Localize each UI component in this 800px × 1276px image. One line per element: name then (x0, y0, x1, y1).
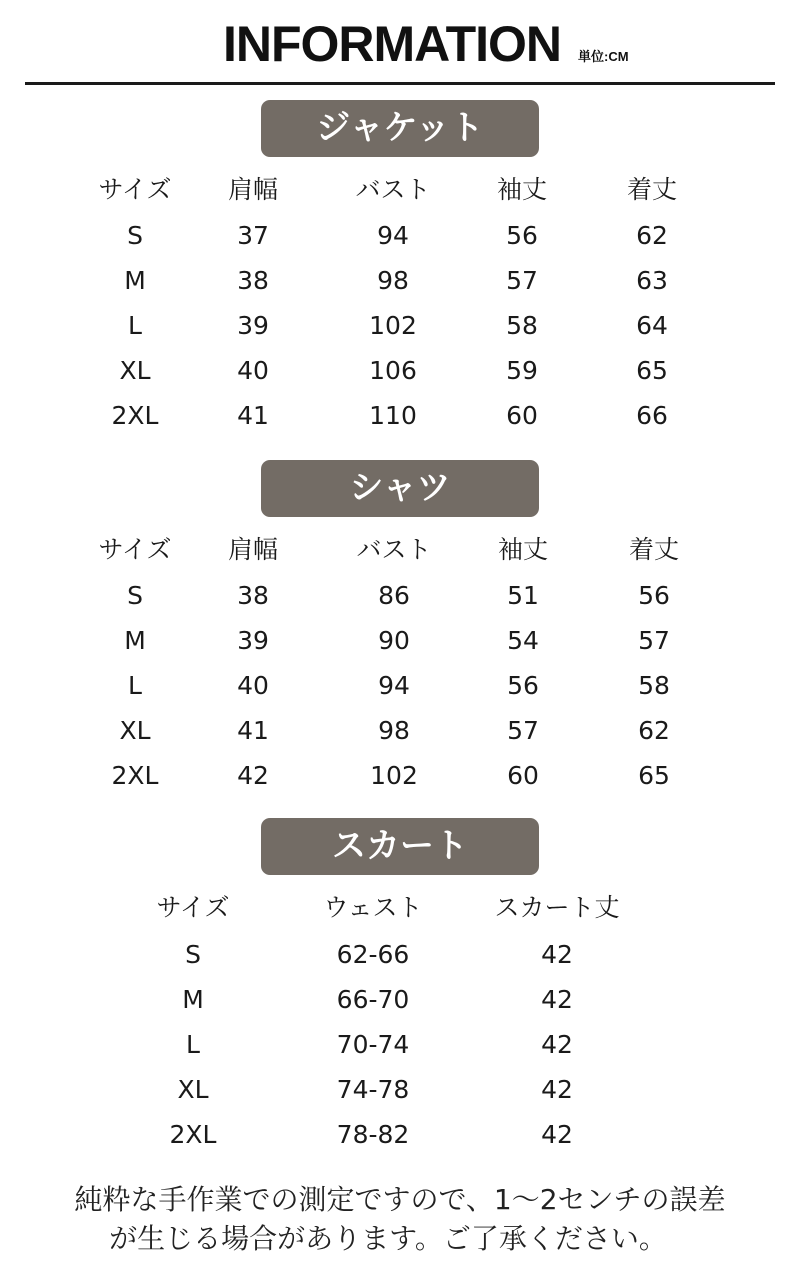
shirt-table-cell: 39 (237, 626, 269, 655)
shirt-size-label: L (128, 671, 142, 700)
shirt-table-cell: 54 (507, 626, 539, 655)
footnote-line-1: 純粋な手作業での測定ですので、1～2センチの誤差 (74, 1183, 726, 1216)
skirt-size-label: M (182, 985, 204, 1014)
skirt-table-cell: 78-82 (336, 1120, 410, 1149)
jacket-table-cell: 63 (636, 266, 668, 295)
skirt-section-banner: スカート (261, 818, 539, 875)
jacket-table-cell: 94 (377, 221, 409, 250)
jacket-table-cell: 66 (636, 401, 668, 430)
shirt-table-cell: 40 (237, 671, 269, 700)
shirt-table-cell: 98 (378, 716, 410, 745)
shirt-size-label: 2XL (111, 761, 159, 790)
shirt-table-cell: 60 (507, 761, 539, 790)
jacket-table-cell: 65 (636, 356, 668, 385)
jacket-table-cell: 62 (636, 221, 668, 250)
unit-label: 単位:CM (578, 49, 629, 64)
shirt-column-header: サイズ (98, 535, 172, 564)
skirt-table-cell: 66-70 (336, 985, 410, 1014)
shirt-column-header: バスト (356, 535, 432, 564)
jacket-section-banner: ジャケット (261, 100, 539, 157)
title-divider (25, 82, 775, 85)
jacket-column-header: 袖丈 (496, 175, 548, 204)
jacket-table-cell: 37 (237, 221, 269, 250)
skirt-table-cell: 42 (541, 1075, 573, 1104)
jacket-column-header: 着丈 (626, 175, 678, 204)
shirt-table-cell: 57 (507, 716, 539, 745)
shirt-column-header: 着丈 (628, 535, 680, 564)
shirt-table-cell: 86 (378, 581, 410, 610)
jacket-table-cell: 106 (369, 356, 417, 385)
skirt-size-label: L (186, 1030, 200, 1059)
skirt-column-header: スカート丈 (494, 893, 620, 922)
shirt-table-cell: 41 (237, 716, 269, 745)
jacket-table-cell: 57 (506, 266, 538, 295)
shirt-table-cell: 102 (370, 761, 418, 790)
jacket-column-header: バスト (355, 175, 431, 204)
shirt-table-cell: 65 (638, 761, 670, 790)
shirt-table-cell: 56 (507, 671, 539, 700)
jacket-table-cell: 98 (377, 266, 409, 295)
jacket-table-cell: 102 (369, 311, 417, 340)
skirt-size-label: XL (177, 1075, 209, 1104)
jacket-size-label: XL (119, 356, 151, 385)
jacket-table-cell: 64 (636, 311, 668, 340)
skirt-table-cell: 74-78 (336, 1075, 410, 1104)
page-title: INFORMATION (222, 16, 562, 72)
shirt-size-label: XL (119, 716, 151, 745)
jacket-size-label: S (127, 221, 143, 250)
skirt-size-label: 2XL (169, 1120, 217, 1149)
jacket-table-cell: 38 (237, 266, 269, 295)
skirt-size-label: S (185, 940, 201, 969)
shirt-table-cell: 62 (638, 716, 670, 745)
shirt-table-cell: 56 (638, 581, 670, 610)
shirt-size-label: S (127, 581, 143, 610)
skirt-table-cell: 42 (541, 1030, 573, 1059)
skirt-table-cell: 42 (541, 1120, 573, 1149)
skirt-table-cell: 42 (541, 940, 573, 969)
skirt-table-cell: 42 (541, 985, 573, 1014)
skirt-table-cell: 70-74 (336, 1030, 410, 1059)
jacket-table-cell: 58 (506, 311, 538, 340)
shirt-table-cell: 38 (237, 581, 269, 610)
jacket-table-cell: 41 (237, 401, 269, 430)
shirt-table-cell: 94 (378, 671, 410, 700)
jacket-table-cell: 110 (369, 401, 417, 430)
shirt-table-cell: 90 (378, 626, 410, 655)
shirt-table-cell: 42 (237, 761, 269, 790)
jacket-table-cell: 40 (237, 356, 269, 385)
skirt-column-header: サイズ (156, 893, 230, 922)
jacket-table-cell: 56 (506, 221, 538, 250)
shirt-column-header: 肩幅 (227, 535, 279, 564)
skirt-table-cell: 62-66 (336, 940, 410, 969)
shirt-section-banner: シャツ (261, 460, 539, 517)
shirt-table-cell: 58 (638, 671, 670, 700)
jacket-column-header: 肩幅 (227, 175, 279, 204)
jacket-size-label: 2XL (111, 401, 159, 430)
shirt-table-cell: 51 (507, 581, 539, 610)
shirt-column-header: 袖丈 (497, 535, 549, 564)
jacket-column-header: サイズ (98, 175, 172, 204)
jacket-size-label: M (124, 266, 146, 295)
footnote-line-2: が生じる場合があります。ご了承ください。 (109, 1222, 667, 1255)
skirt-column-header: ウェスト (323, 893, 423, 922)
jacket-table-cell: 59 (506, 356, 538, 385)
jacket-table-cell: 60 (506, 401, 538, 430)
jacket-size-label: L (128, 311, 142, 340)
jacket-table-cell: 39 (237, 311, 269, 340)
shirt-size-label: M (124, 626, 146, 655)
shirt-table-cell: 57 (638, 626, 670, 655)
